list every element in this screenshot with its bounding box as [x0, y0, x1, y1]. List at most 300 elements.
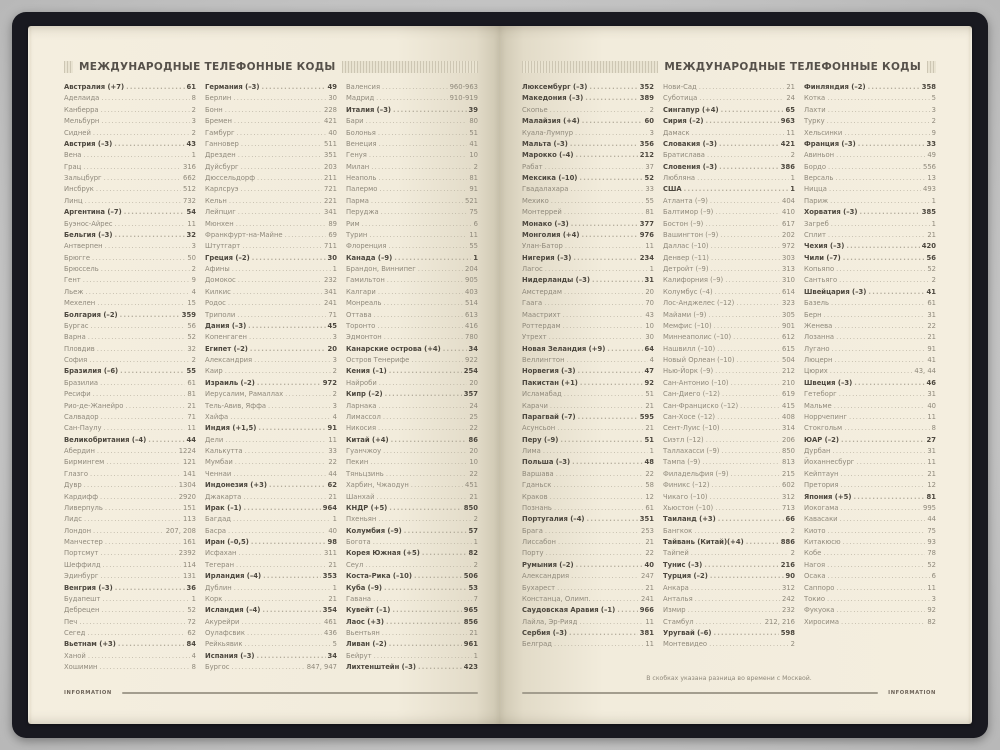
city-code-row [804, 548, 936, 559]
city-code-row [205, 196, 337, 207]
place-name: Германия (–3) [205, 83, 260, 91]
dot-leader [736, 298, 780, 309]
phone-code-value: 30 [327, 253, 337, 262]
dot-leader [721, 446, 780, 457]
phone-code-value: 2920 [178, 492, 196, 501]
dot-leader [383, 298, 463, 309]
phone-code-value: 614 [782, 287, 795, 296]
place-name: Бейрут [346, 651, 372, 660]
city-code-row [205, 366, 337, 377]
place-name: Триполи [205, 310, 236, 319]
dot-leader [387, 275, 463, 286]
dot-leader [711, 480, 780, 491]
place-name: Рейкьявик [205, 640, 243, 649]
phone-code-value: 2 [473, 162, 478, 171]
dot-leader [579, 173, 642, 184]
country-code-row [64, 366, 196, 377]
phone-code-value: 66 [785, 515, 795, 524]
city-code-row [64, 162, 196, 173]
phone-code-value: 75 [927, 526, 936, 535]
phone-code-value: 351 [639, 515, 654, 524]
phone-code-value: 1 [790, 185, 795, 194]
dot-leader [617, 605, 638, 616]
place-name: Вьетнам (+3) [64, 640, 116, 649]
dot-leader [558, 537, 643, 548]
place-name: Сан-Диего (–12) [663, 390, 720, 399]
city-code-row [205, 128, 337, 139]
city-code-row [522, 469, 654, 480]
city-code-row [346, 446, 478, 457]
place-name: Колумбия (–9) [346, 526, 402, 535]
phone-code-value: 313 [782, 265, 795, 273]
country-code-row [663, 105, 795, 116]
place-name: Бухарест [522, 583, 556, 592]
country-code-row [522, 412, 654, 423]
place-name: Буэнос-Айрес [64, 219, 113, 228]
dot-leader [443, 344, 467, 355]
place-name: Салвадор [64, 412, 99, 421]
city-code-row [346, 355, 478, 366]
place-name: Нью-Йорк (–9) [663, 367, 714, 376]
city-code-row [804, 583, 936, 594]
phone-code-value: 1 [931, 219, 936, 228]
city-code-row [346, 219, 478, 230]
phone-code-value: 595 [639, 412, 654, 421]
place-name: Басра [205, 526, 227, 535]
city-code-row [663, 355, 795, 366]
dot-leader [225, 366, 331, 377]
dot-leader [593, 594, 639, 605]
place-name: Ницца [804, 185, 827, 194]
place-name: ЮАР (–2) [804, 435, 839, 444]
phone-code-value: 3 [332, 356, 337, 364]
country-code-row [346, 344, 478, 355]
city-code-row [804, 503, 936, 514]
dot-leader [383, 446, 467, 457]
phone-code-value: 62 [187, 629, 196, 637]
place-name: Гданьск [522, 481, 552, 490]
country-code-row [64, 82, 196, 93]
city-code-row [663, 492, 795, 503]
city-code-row [346, 537, 478, 548]
dot-leader [376, 93, 447, 104]
city-code-row [205, 139, 337, 150]
dot-leader [830, 366, 913, 377]
country-code-row [522, 628, 654, 639]
city-code-row [205, 116, 337, 127]
phone-code-value: 8 [931, 424, 936, 433]
phone-code-value: 86 [468, 435, 478, 444]
phone-code-value: 1224 [178, 447, 196, 455]
place-name: Джакарта [205, 492, 242, 501]
phone-code-value: 82 [468, 549, 478, 558]
city-code-row [804, 196, 936, 207]
dot-leader [383, 412, 468, 423]
place-name: Родос [205, 299, 226, 308]
city-code-row [346, 184, 478, 195]
dot-leader [233, 93, 326, 104]
place-name: Котка [804, 94, 826, 103]
phone-code-value: 1 [332, 515, 337, 524]
city-code-row [64, 184, 196, 195]
place-name: Кавасаки [804, 515, 838, 524]
place-name: Краков [522, 492, 548, 501]
place-name: Брандон, Виннипег [346, 265, 416, 273]
phone-code-value: 602 [782, 481, 795, 490]
phone-code-value: 2 [790, 549, 795, 558]
dot-leader [719, 139, 779, 150]
phone-code-value: 50 [187, 253, 196, 262]
city-code-row [522, 423, 654, 434]
place-name: Бордо [804, 162, 826, 171]
place-name: Бельгия (–3) [64, 230, 113, 239]
city-code-row [346, 150, 478, 161]
phone-code-value: 31 [644, 276, 654, 285]
phone-code-value: 1 [332, 583, 337, 592]
place-name: Финикс (–12) [663, 481, 710, 490]
dot-leader [849, 412, 925, 423]
city-code-row [205, 173, 337, 184]
dot-leader [557, 423, 643, 434]
dot-leader [120, 366, 184, 377]
place-name: Коста-Рика (–10) [346, 572, 412, 581]
city-code-row [804, 128, 936, 139]
place-name: Сент-Луис (–10) [663, 424, 720, 433]
dot-leader [381, 207, 468, 218]
dot-leader [257, 378, 321, 389]
place-name: Миннеаполис (–10) [663, 333, 732, 342]
place-name: Бургас [64, 321, 89, 330]
place-name: Карачи [522, 401, 548, 410]
phone-code-value: 24 [469, 401, 478, 410]
dot-leader [233, 469, 326, 480]
phone-code-value: 351 [324, 151, 337, 160]
phone-code-value: 856 [463, 617, 478, 626]
place-name: Измир [663, 606, 686, 615]
dot-leader [384, 332, 463, 343]
place-name: Мексика (–10) [522, 174, 578, 182]
city-code-row [522, 298, 654, 309]
dot-leader [148, 435, 184, 446]
place-name: Сирия (–2) [663, 117, 704, 126]
dot-leader [710, 571, 784, 582]
phone-code-value: 58 [645, 481, 654, 490]
phone-code-value: 21 [927, 333, 936, 342]
dot-leader [92, 253, 185, 264]
place-name: Тампа (–9) [663, 458, 701, 467]
place-name: Богота [346, 538, 371, 546]
country-code-row [346, 639, 478, 650]
dot-leader [238, 150, 322, 161]
dot-leader [831, 219, 930, 230]
city-code-row [205, 583, 337, 594]
place-name: Калифорния (–9) [663, 276, 724, 285]
city-code-row [205, 287, 337, 298]
place-name: Индия (+1,5) [205, 424, 257, 433]
place-name: Будапешт [64, 594, 101, 603]
place-name: Турин [346, 230, 368, 239]
city-code-row [64, 594, 196, 605]
city-code-row [205, 219, 337, 230]
place-name: Сербия (–3) [522, 629, 568, 637]
dot-leader [385, 389, 462, 400]
dot-leader [549, 332, 644, 343]
place-name: Палермо [346, 185, 378, 194]
place-name: Финляндия (–2) [804, 83, 866, 91]
phone-code-value: 3 [931, 105, 936, 114]
page-title: МЕЖДУНАРОДНЫЕ ТЕЛЕФОННЫЕ КОДЫ [79, 60, 336, 73]
phone-code-value: 204 [465, 265, 478, 273]
country-code-row [804, 253, 936, 264]
dot-leader [740, 401, 780, 412]
phone-code-value: 82 [927, 617, 936, 626]
country-code-row [663, 514, 795, 525]
dot-leader [102, 594, 189, 605]
city-code-row [522, 162, 654, 173]
city-code-row [663, 241, 795, 252]
dot-leader [834, 401, 926, 412]
city-code-row [346, 628, 478, 639]
dot-leader [388, 241, 467, 252]
place-name: Куба (–9) [346, 583, 383, 592]
city-code-row [64, 571, 196, 582]
place-name: Лайла, Эр-Рияд [522, 617, 578, 626]
city-code-row [64, 537, 196, 548]
city-code-row [205, 469, 337, 480]
city-code-row [205, 241, 337, 252]
phone-code-value: 51 [469, 128, 478, 137]
place-name: Лозанна [804, 333, 835, 342]
dot-leader [244, 639, 330, 650]
phone-code-value: 203 [324, 162, 337, 171]
dot-leader [382, 628, 468, 639]
place-name: Брага [522, 526, 543, 535]
dot-leader [88, 332, 186, 343]
place-name: Мумбаи [205, 458, 233, 467]
page-right-footer [522, 688, 936, 698]
phone-code-value: 850 [782, 447, 795, 455]
city-code-row [804, 526, 936, 537]
dot-leader [79, 617, 185, 628]
city-code-row [804, 571, 936, 582]
city-code-row [663, 617, 795, 628]
place-name: Нашвилл (–10) [663, 344, 716, 353]
country-code-row [346, 583, 478, 594]
dot-leader [841, 435, 925, 446]
city-code-row [522, 207, 654, 218]
dot-leader [543, 446, 648, 457]
phone-code-value: 31 [927, 310, 936, 319]
phone-code-value: 61 [187, 378, 196, 387]
phone-code-value: 385 [921, 208, 936, 217]
phone-code-value: 45 [327, 321, 337, 330]
place-name: Кувейт (–1) [346, 606, 391, 615]
country-code-row [346, 435, 478, 446]
phone-code-value: 381 [639, 629, 654, 637]
place-name: Дуйсбург [205, 162, 239, 171]
city-code-row [64, 480, 196, 491]
place-name: Веллингтон [522, 356, 565, 364]
place-name: Сан-Хосе (–12) [663, 412, 716, 421]
city-code-row [64, 503, 196, 514]
dot-leader [839, 389, 926, 400]
city-code-row [205, 435, 337, 446]
dot-leader [746, 537, 779, 548]
place-name: Бангкок [663, 526, 693, 535]
place-name: Загреб [804, 219, 829, 228]
place-name: Стокгольм [804, 424, 843, 433]
dot-leader [394, 253, 471, 264]
phone-code-value: 215 [782, 469, 795, 478]
place-name: Ирак (–1) [205, 503, 242, 512]
phone-code-value: 2 [931, 276, 936, 285]
dot-leader [105, 503, 181, 514]
place-name: Мехелен [64, 299, 96, 308]
phone-code-value: 21 [328, 594, 337, 603]
place-name: Печ [64, 617, 78, 626]
city-code-row [205, 184, 337, 195]
dot-leader [831, 344, 925, 355]
city-code-row [64, 651, 196, 662]
place-name: Неаполь [346, 174, 377, 182]
phone-code-value: 10 [645, 321, 654, 330]
phone-code-value: 56 [187, 321, 196, 330]
place-name: Тель-Авив, Яффа [205, 401, 267, 410]
place-name: Ларнака [346, 401, 377, 410]
phone-code-value: 32 [187, 344, 196, 353]
phone-code-value: 2 [473, 560, 478, 569]
place-name: Дели [205, 435, 224, 444]
phone-code-value: 49 [327, 83, 337, 91]
city-code-row [64, 412, 196, 423]
dot-leader [254, 355, 331, 366]
place-name: Аделаида [64, 94, 100, 103]
place-name: Бургос [205, 663, 230, 672]
city-code-row [663, 219, 795, 230]
place-name: Гвадалахара [522, 185, 569, 194]
city-code-row [663, 639, 795, 650]
phone-code-value: 70 [645, 299, 654, 308]
place-name: Перу (–9) [522, 435, 559, 444]
city-code-row [64, 196, 196, 207]
phone-code-value: 46 [926, 378, 936, 387]
phone-code-value: 81 [187, 390, 196, 399]
dot-leader [100, 492, 177, 503]
page-right [500, 26, 972, 724]
dot-leader [229, 196, 322, 207]
phone-code-value: 305 [782, 310, 795, 319]
place-name: Бразилия (–6) [64, 367, 119, 376]
phone-code-value: 21 [927, 230, 936, 239]
city-code-row [522, 241, 654, 252]
phone-code-value: 556 [923, 162, 936, 171]
phone-code-value: 11 [645, 242, 654, 251]
place-name: Женева [804, 321, 833, 330]
city-code-row [205, 412, 337, 423]
dot-leader [694, 526, 788, 537]
place-name: Япония (+5) [804, 492, 852, 501]
dot-leader [100, 378, 185, 389]
place-name: Генуя [346, 151, 367, 160]
phone-code-value: 43, 44 [914, 367, 936, 376]
phone-code-value: 780 [465, 333, 478, 342]
place-name: Милан [346, 162, 370, 171]
phone-code-value: 57 [468, 526, 478, 535]
city-code-row [663, 82, 795, 93]
country-code-row [64, 139, 196, 150]
country-code-row [522, 514, 654, 525]
place-name: Зальцбург [64, 174, 102, 182]
phone-code-value: 80 [469, 117, 478, 126]
city-code-row [804, 230, 936, 241]
hatch-pattern [342, 61, 478, 73]
phone-code-value: 44 [927, 515, 936, 524]
country-code-row [346, 366, 478, 377]
country-code-row [522, 344, 654, 355]
dot-leader [238, 207, 322, 218]
phone-code-value: 323 [782, 299, 795, 308]
dot-leader [93, 526, 164, 537]
place-name: Сеул [346, 560, 364, 569]
place-name: Тунис (–3) [663, 560, 703, 569]
phone-code-value: 421 [780, 139, 795, 148]
phone-code-value: 212 [782, 367, 795, 376]
place-name: Сингапур (+4) [663, 105, 719, 114]
phone-code-value: 62 [327, 481, 337, 490]
dot-leader [404, 526, 467, 537]
place-name: Варна [64, 333, 86, 342]
dot-leader [567, 355, 648, 366]
city-code-row [346, 310, 478, 321]
place-name: Куала-Лумпур [522, 128, 574, 137]
phone-code-value: 10 [469, 458, 478, 467]
country-code-row [205, 344, 337, 355]
dot-leader [691, 583, 780, 594]
phone-code-value: 910-919 [449, 94, 478, 103]
phone-code-value: 131 [183, 572, 196, 581]
dot-leader [105, 241, 190, 252]
dot-leader [719, 162, 779, 173]
place-name: Норвегия (–3) [522, 367, 576, 376]
phone-code-value: 408 [782, 412, 795, 421]
place-name: Монтевидео [663, 640, 708, 649]
city-code-row [205, 150, 337, 161]
phone-code-value: 51 [644, 435, 654, 444]
phone-code-value: 254 [463, 367, 478, 376]
phone-code-value: 21 [469, 629, 478, 637]
city-code-row [522, 401, 654, 412]
phone-code-value: 72 [187, 617, 196, 626]
phone-code-value: 2 [790, 526, 795, 535]
place-name: Бонн [205, 105, 223, 114]
dot-leader [553, 480, 643, 491]
country-code-row [64, 639, 196, 650]
country-code-row [522, 253, 654, 264]
dot-leader [234, 583, 331, 594]
dot-leader [696, 617, 763, 628]
place-name: Лейпциг [205, 208, 236, 217]
phone-code-value: 966 [639, 606, 654, 615]
place-name: Домокос [205, 276, 236, 285]
phone-code-value: 960-963 [449, 83, 478, 91]
place-name: Сплит [804, 230, 826, 239]
place-name: Инсбрук [64, 185, 94, 194]
dot-leader [365, 560, 471, 571]
dot-leader [828, 230, 925, 241]
dot-leader [571, 571, 639, 582]
phone-code-value: 11 [927, 458, 936, 467]
dot-leader [836, 150, 925, 161]
